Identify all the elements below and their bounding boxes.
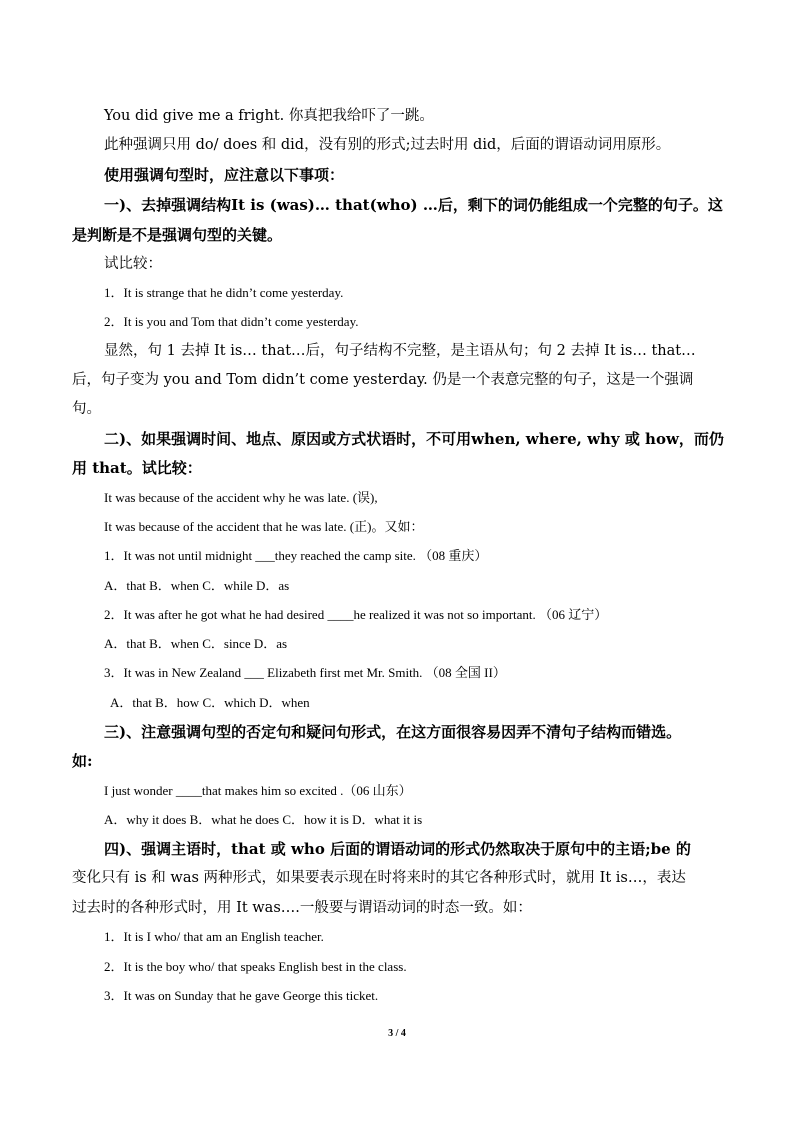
exercise-question: 2．It was after he got what he had desired ____he realized it was not so important. （06 辽宁） — [104, 607, 608, 622]
example-sentence: 2．It is you and Tom that didn’t come yesterday. — [104, 314, 359, 329]
text-line: 此种强调只用 do/ does 和 did，没有别的形式;过去时用 did，后面的谓语动词用原形。 — [104, 137, 671, 153]
text-line: 过去时的各种形式时，用 It was….一般要与谓语动词的时态一致。如： — [72, 900, 532, 916]
exercise-options: A．that B．when C．since D．as — [104, 636, 288, 651]
text-line: 后，句子变为 you and Tom didn’t come yesterday. 仍是一个表意完整的句子，这是一个强调 — [72, 372, 694, 388]
exercise-question: I just wonder ____that makes him so excited .（06 山东） — [104, 783, 412, 798]
section-heading: 如: — [72, 752, 93, 770]
exercise-options: A．that B．when C．while D．as — [104, 578, 290, 593]
text-line: You did give me a fright. 你真把我给吓了一跳。 — [104, 108, 434, 124]
example-sentence: 1．It is strange that he didn’t come yesterday. — [104, 285, 344, 300]
example-sentence: It was because of the accident why he was late. (误), — [104, 490, 378, 505]
section-heading: 用 that。试比较： — [72, 459, 202, 477]
section-heading: 是判断是不是强调句型的关键。 — [72, 226, 283, 244]
example-sentence: 2．It is the boy who/ that speaks English best in the class. — [104, 959, 407, 974]
example-sentence: It was because of the accident that he was late. (正)。又如： — [104, 519, 424, 534]
section-heading: 四)、强调主语时，that 或 who 后面的谓语动词的形式仍然取决于原句中的主语;be 的 — [104, 840, 691, 858]
exercise-options: A．why it does B．what he does C．how it is D．what it is — [104, 812, 423, 827]
exercise-question: 1．It was not until midnight ___they reached the camp site. （08 重庆） — [104, 548, 488, 563]
exercise-options: A．that B．how C．which D．when — [110, 695, 310, 710]
text-line: 试比较： — [104, 256, 162, 272]
text-line: 显然，句 1 去掉 It is… that…后，句子结构不完整，是主语从句；句 2 去掉 It is… that… — [104, 343, 696, 359]
section-heading: 三)、注意强调句型的否定句和疑问句形式，在这方面很容易因弄不清句子结构而错选。 — [104, 723, 682, 741]
section-heading: 一)、去掉强调结构It is (was)… that(who) …后，剩下的词仍能组成一个完整的句子。这 — [104, 196, 723, 214]
exercise-question: 3．It was in New Zealand ___ Elizabeth first met Mr. Smith. （08 全国 II） — [104, 665, 506, 680]
section-heading: 二)、如果强调时间、地点、原因或方式状语时，不可用when, where, why 或 how，而仍 — [104, 430, 724, 448]
page-number: 3 / 4 — [388, 1028, 406, 1039]
example-sentence: 3．It was on Sunday that he gave George this ticket. — [104, 988, 379, 1003]
section-heading: 使用强调句型时，应注意以下事项： — [104, 166, 345, 184]
example-sentence: 1．It is I who/ that am an English teacher. — [104, 929, 324, 944]
text-line: 变化只有 is 和 was 两种形式，如果要表示现在时将来时的其它各种形式时，就用 It is…，表达 — [72, 870, 686, 886]
text-line: 句。 — [72, 401, 101, 417]
